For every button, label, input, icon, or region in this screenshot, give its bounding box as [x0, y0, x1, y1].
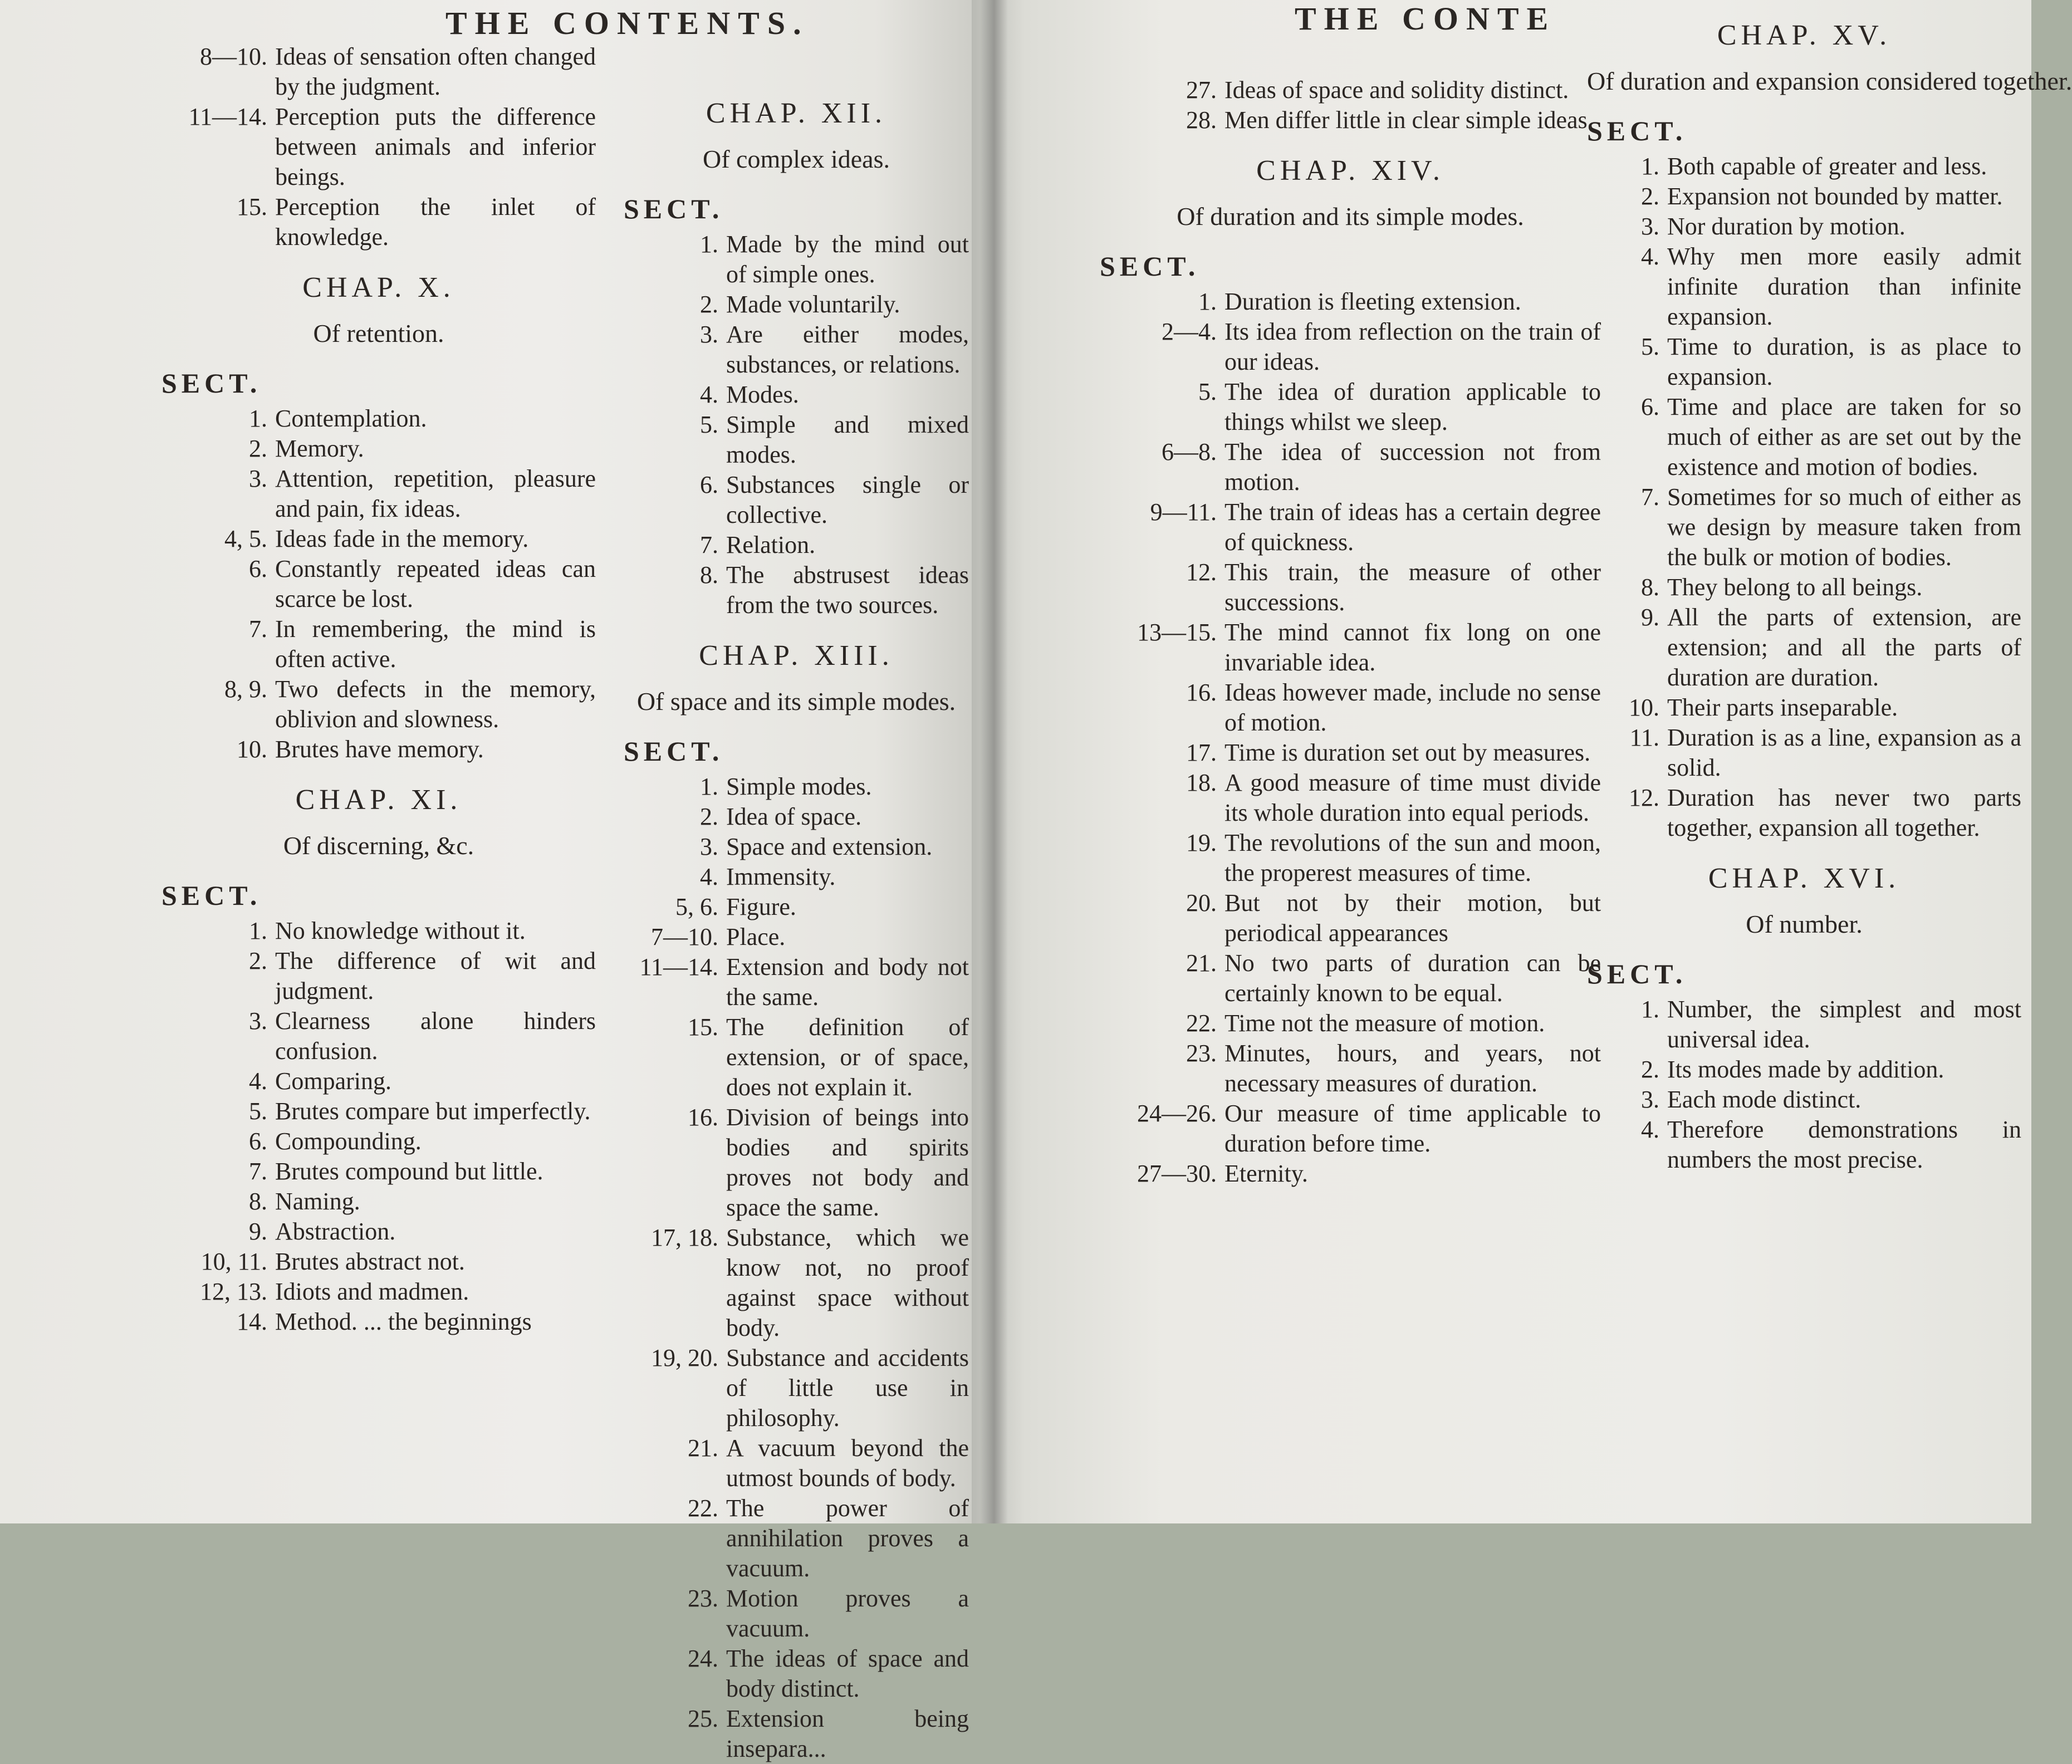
- section-number: 6.: [700, 471, 718, 498]
- contents-entry: [1100, 1099, 1601, 1159]
- contents-entry: [161, 434, 596, 464]
- entry-text: Idiots and madmen.: [275, 1278, 469, 1305]
- contents-entry: [161, 1187, 596, 1217]
- contents-entry: [624, 290, 969, 320]
- section-number: 22.: [1186, 1010, 1217, 1037]
- entry-text: Both capable of greater and less.: [1667, 153, 1987, 180]
- entry-text: Ideas however made, include no sense of motion.: [1224, 679, 1601, 736]
- section-number: 14.: [237, 1308, 267, 1335]
- entry-text: Ideas of space and solidity distinct.: [1224, 76, 1569, 104]
- contents-entry: [1587, 332, 2021, 392]
- left-column-2: [624, 78, 969, 1764]
- section-number: 2.: [700, 803, 718, 830]
- chapter-subtitle: Of complex ideas.: [703, 145, 890, 173]
- section-label: SECT.: [1587, 115, 1687, 146]
- chapter-heading: CHAP. XV.: [1717, 19, 1892, 51]
- entry-text: Duration is fleeting extension.: [1224, 288, 1521, 315]
- section-number: 11.: [1629, 724, 1659, 751]
- section-number: 2.: [700, 291, 718, 318]
- contents-entry: [1100, 828, 1601, 888]
- section-label: SECT.: [1587, 958, 1687, 989]
- contents-entry: [1587, 602, 2021, 693]
- section-number: 12.: [1186, 558, 1217, 586]
- entry-text: Are either modes, substances, or relations.: [726, 321, 969, 378]
- section-number: 25.: [688, 1705, 718, 1732]
- entry-text: Made voluntarily.: [726, 291, 900, 318]
- contents-entry: [1100, 678, 1601, 738]
- section-number: 5.: [700, 411, 718, 438]
- contents-entry: [1100, 618, 1601, 678]
- section-number: 28.: [1186, 106, 1217, 134]
- contents-entry: [1100, 497, 1601, 557]
- contents-entry: [1100, 1008, 1601, 1038]
- contents-entry: [1587, 1085, 2021, 1115]
- left-page: [0, 0, 994, 1762]
- entry-text: In remembering, the mind is often active.: [275, 615, 596, 673]
- contents-entry: [1100, 948, 1601, 1008]
- section-number: 9.: [1641, 604, 1659, 631]
- contents-entry: [161, 734, 596, 765]
- entry-text: Its modes made by addition.: [1667, 1056, 1944, 1083]
- section-number: 20.: [1186, 889, 1217, 917]
- section-number: 8.: [700, 561, 718, 589]
- contents-entry: [624, 470, 969, 530]
- entry-text: Method. ... the beginnings: [275, 1308, 532, 1335]
- section-number: 11—14.: [188, 103, 267, 130]
- section-number: 3.: [700, 833, 718, 860]
- entry-text: Two defects in the memory, oblivion and slowness.: [275, 675, 596, 733]
- contents-entry: [624, 862, 969, 892]
- section-number: 8.: [249, 1188, 267, 1215]
- contents-entry: [1100, 1038, 1601, 1099]
- entry-text: Substances single or collective.: [726, 471, 969, 528]
- section-number: 4.: [1641, 243, 1659, 270]
- section-number: 2.: [1641, 183, 1659, 210]
- entry-text: Time not the measure of motion.: [1224, 1010, 1545, 1037]
- contents-entry: [1100, 768, 1601, 828]
- section-number: 1.: [249, 917, 267, 944]
- entry-text: Duration has never two parts together, expansion all together.: [1667, 784, 2021, 841]
- contents-entry: [161, 102, 596, 192]
- chapter-heading: CHAP. XVI.: [1708, 863, 1900, 894]
- contents-entry: [624, 772, 969, 802]
- entry-text: Clearness alone hinders confusion.: [275, 1007, 596, 1065]
- contents-entry: [161, 1307, 596, 1337]
- section-number: 8—10.: [200, 43, 267, 70]
- entry-text: Brutes compare but imperfectly.: [275, 1097, 591, 1125]
- chapter-subtitle: Of duration and expansion considered together.: [1587, 67, 2072, 95]
- contents-entry: [624, 229, 969, 290]
- section-number: 1.: [1198, 288, 1217, 315]
- chapter-heading: CHAP. XIII.: [699, 640, 894, 672]
- section-number: 1.: [1641, 996, 1659, 1023]
- entry-text: Simple modes.: [726, 773, 872, 800]
- section-number: 5.: [1641, 333, 1659, 360]
- entry-text: The idea of duration applicable to things whilst we sleep.: [1224, 378, 1601, 435]
- section-number: 10, 11.: [200, 1248, 267, 1275]
- running-head-left: THE CONTENTS.: [445, 5, 809, 41]
- contents-entry: [1587, 151, 2021, 182]
- entry-text: Time is duration set out by measures.: [1224, 739, 1591, 766]
- contents-entry: [624, 1493, 969, 1584]
- contents-entry: [1587, 482, 2021, 572]
- contents-entry: [1100, 738, 1601, 768]
- entry-text: Naming.: [275, 1188, 360, 1215]
- section-number: 6.: [249, 555, 267, 582]
- entry-text: Brutes abstract not.: [275, 1248, 465, 1275]
- contents-entry: [1587, 572, 2021, 602]
- section-number: 6.: [249, 1128, 267, 1155]
- entry-text: Sometimes for so much of either as we design by measure taken from the bulk or motion of bodies.: [1667, 483, 2021, 571]
- section-number: 4.: [700, 863, 718, 890]
- section-number: 21.: [688, 1434, 718, 1462]
- section-number: 4.: [700, 381, 718, 408]
- section-number: 7.: [1641, 483, 1659, 511]
- entry-text: Ideas of sensation often changed by the judgment.: [275, 43, 596, 100]
- section-number: 5.: [1198, 378, 1217, 405]
- contents-entry: [624, 952, 969, 1012]
- contents-entry: [1587, 212, 2021, 242]
- entry-text: The mind cannot fix long on one invariable idea.: [1224, 619, 1601, 676]
- entry-text: No two parts of duration can be certainly known to be equal.: [1224, 949, 1601, 1007]
- section-number: 17, 18.: [651, 1224, 718, 1251]
- section-number: 2.: [1641, 1056, 1659, 1083]
- section-number: 12, 13.: [200, 1278, 267, 1305]
- entry-text: Division of beings into bodies and spirits proves not body and space the same.: [726, 1104, 969, 1221]
- section-number: 9.: [249, 1218, 267, 1245]
- contents-entry: [161, 464, 596, 524]
- contents-entry: [624, 1644, 969, 1704]
- contents-entry: [624, 1343, 969, 1433]
- entry-text: Compounding.: [275, 1128, 422, 1155]
- contents-entry: [624, 1012, 969, 1102]
- entry-text: Attention, repetition, pleasure and pain, fix ideas.: [275, 465, 596, 522]
- section-number: 10.: [237, 736, 267, 763]
- entry-text: Simple and mixed modes.: [726, 411, 969, 468]
- section-number: 13—15.: [1137, 619, 1217, 646]
- entry-text: The revolutions of the sun and moon, the properest measures of time.: [1224, 829, 1601, 886]
- entry-text: Place.: [726, 923, 786, 950]
- entry-text: The abstrusest ideas from the two sources.: [726, 561, 969, 619]
- contents-entry: [624, 560, 969, 620]
- contents-entry: [624, 380, 969, 410]
- section-number: 4.: [249, 1067, 267, 1095]
- contents-entry: [624, 1433, 969, 1493]
- contents-entry: [161, 554, 596, 614]
- entry-text: Ideas fade in the memory.: [275, 525, 529, 552]
- contents-entry: [624, 320, 969, 380]
- right-column-1: [1100, 75, 1601, 1189]
- contents-entry: [1100, 377, 1601, 437]
- chapter-subtitle: Of retention.: [313, 319, 444, 347]
- contents-entry: [161, 1096, 596, 1126]
- chapter-subtitle: Of number.: [1746, 910, 1863, 938]
- section-number: 4, 5.: [224, 525, 267, 552]
- contents-entry: [1100, 317, 1601, 377]
- section-number: 22.: [688, 1494, 718, 1522]
- section-number: 24.: [688, 1645, 718, 1672]
- section-number: 1.: [700, 773, 718, 800]
- section-number: 17.: [1186, 739, 1217, 766]
- entry-text: Number, the simplest and most universal idea.: [1667, 996, 2021, 1053]
- contents-entry: [1587, 242, 2021, 332]
- entry-text: The train of ideas has a certain degree of quickness.: [1224, 498, 1601, 556]
- contents-entry: [161, 404, 596, 434]
- section-label: SECT.: [161, 367, 262, 399]
- chapter-heading: CHAP. XII.: [706, 97, 887, 129]
- chapter-subtitle: Of discerning, &c.: [283, 831, 474, 860]
- section-number: 12.: [1629, 784, 1659, 811]
- entry-text: Nor duration by motion.: [1667, 213, 1906, 240]
- contents-entry: [624, 1584, 969, 1644]
- contents-entry: [161, 1217, 596, 1247]
- entry-text: Made by the mind out of simple ones.: [726, 231, 969, 288]
- entry-text: Brutes compound but little.: [275, 1158, 543, 1185]
- entry-text: Substance, which we know not, no proof against space without body.: [726, 1224, 969, 1341]
- entry-text: The power of annihilation proves a vacuum.: [726, 1494, 969, 1582]
- entry-text: Substance and accidents of little use in philosophy.: [726, 1344, 969, 1432]
- section-number: 5, 6.: [675, 893, 718, 920]
- contents-entry: [624, 410, 969, 470]
- contents-entry: [1587, 783, 2021, 843]
- contents-entry: [1587, 1055, 2021, 1085]
- contents-entry: [624, 832, 969, 862]
- section-number: 3.: [700, 321, 718, 348]
- contents-entry: [161, 946, 596, 1006]
- entry-text: Its idea from reflection on the train of our ideas.: [1224, 318, 1601, 375]
- entry-text: Our measure of time applicable to duration before time.: [1224, 1100, 1601, 1157]
- entry-text: Men differ little in clear simple ideas.: [1224, 106, 1594, 134]
- section-number: 4.: [1641, 1116, 1659, 1143]
- section-number: 11—14.: [639, 953, 718, 981]
- contents-entry: [624, 1223, 969, 1343]
- entry-text: This train, the measure of other successions.: [1224, 558, 1601, 616]
- right-page: [972, 0, 2072, 1523]
- section-number: 16.: [1186, 679, 1217, 706]
- entry-text: Eternity.: [1224, 1160, 1308, 1187]
- entry-text: Therefore demonstrations in numbers the most precise.: [1667, 1116, 2021, 1173]
- contents-entry: [161, 674, 596, 734]
- entry-text: Duration is as a line, expansion as a solid.: [1667, 724, 2021, 781]
- entry-text: Extension and body not the same.: [726, 953, 969, 1011]
- section-number: 19.: [1186, 829, 1217, 856]
- entry-text: The ideas of space and body distinct.: [726, 1645, 969, 1702]
- section-number: 1.: [249, 405, 267, 432]
- section-number: 1.: [1641, 153, 1659, 180]
- entry-text: Each mode distinct.: [1667, 1086, 1862, 1113]
- section-number: 2.: [249, 435, 267, 462]
- chapter-heading: CHAP. XIV.: [1256, 155, 1444, 187]
- section-number: 23.: [1186, 1040, 1217, 1067]
- entry-text: Comparing.: [275, 1067, 391, 1095]
- section-number: 23.: [688, 1585, 718, 1612]
- entry-text: But not by their motion, but periodical appearances: [1224, 889, 1601, 947]
- section-number: 3.: [249, 465, 267, 492]
- contents-entry: [1100, 105, 1601, 135]
- section-number: 7.: [249, 1158, 267, 1185]
- entry-text: Figure.: [726, 893, 796, 920]
- entry-text: Immensity.: [726, 863, 836, 890]
- entry-text: They belong to all beings.: [1667, 574, 1923, 601]
- contents-entry: [1587, 693, 2021, 723]
- chapter-subtitle: Of duration and its simple modes.: [1177, 202, 1524, 231]
- entry-text: Brutes have memory.: [275, 736, 484, 763]
- entry-text: Why men more easily admit infinite duration than infinite expansion.: [1667, 243, 2021, 330]
- contents-entry: [1587, 723, 2021, 783]
- contents-entry: [1587, 1115, 2021, 1175]
- section-number: 7.: [249, 615, 267, 643]
- entry-text: A good measure of time must divide its whole duration into equal periods.: [1224, 769, 1601, 826]
- entry-text: Their parts inseparable.: [1667, 694, 1898, 721]
- section-number: 9—11.: [1150, 498, 1217, 526]
- entry-text: Perception puts the difference between animals and inferior beings.: [275, 103, 596, 190]
- section-number: 3.: [1641, 1086, 1659, 1113]
- entry-text: Modes.: [726, 381, 799, 408]
- contents-entry: [161, 524, 596, 554]
- contents-entry: [1587, 182, 2021, 212]
- entry-text: Minutes, hours, and years, not necessary measures of duration.: [1224, 1040, 1601, 1097]
- contents-entry: [624, 892, 969, 922]
- entry-text: Constantly repeated ideas can scarce be lost.: [275, 555, 596, 612]
- contents-entry: [1100, 888, 1601, 948]
- section-number: 6.: [1641, 393, 1659, 420]
- contents-entry: [1100, 1159, 1601, 1189]
- contents-entry: [161, 614, 596, 674]
- section-number: 8, 9.: [224, 675, 267, 703]
- entry-text: Perception the inlet of knowledge.: [275, 193, 596, 251]
- section-number: 15.: [237, 193, 267, 220]
- entry-text: Memory.: [275, 435, 364, 462]
- section-number: 24—26.: [1137, 1100, 1217, 1127]
- entry-text: Time to duration, is as place to expansion.: [1667, 333, 2021, 390]
- contents-entry: [624, 1704, 969, 1764]
- section-number: 3.: [249, 1007, 267, 1035]
- contents-entry: [161, 1066, 596, 1096]
- contents-entry: [1100, 437, 1601, 497]
- entry-text: Expansion not bounded by matter.: [1667, 183, 2003, 210]
- section-number: 5.: [249, 1097, 267, 1125]
- contents-entry: [161, 1277, 596, 1307]
- contents-entry: [1100, 75, 1601, 105]
- contents-entry: [161, 1006, 596, 1066]
- section-number: 7.: [700, 531, 718, 558]
- section-number: 15.: [688, 1013, 718, 1041]
- section-number: 3.: [1641, 213, 1659, 240]
- chapter-heading: CHAP. XI.: [295, 784, 462, 816]
- entry-text: Contemplation.: [275, 405, 427, 432]
- section-number: 6—8.: [1162, 438, 1217, 465]
- entry-text: The definition of extension, or of space, does not explain it.: [726, 1013, 969, 1101]
- section-label: SECT.: [161, 880, 262, 911]
- book-gutter: [980, 0, 1008, 1523]
- entry-text: Relation.: [726, 531, 816, 558]
- section-number: 27—30.: [1137, 1160, 1217, 1187]
- chapter-subtitle: Of space and its simple modes.: [636, 687, 956, 716]
- section-label: SECT.: [1100, 251, 1200, 282]
- contents-entry: [1587, 392, 2021, 482]
- contents-entry: [1100, 287, 1601, 317]
- contents-entry: [624, 802, 969, 832]
- entry-text: The idea of succession not from motion.: [1224, 438, 1601, 496]
- contents-entry: [624, 1102, 969, 1223]
- chapter-heading: CHAP. X.: [302, 272, 455, 303]
- contents-entry: [161, 1157, 596, 1187]
- entry-text: All the parts of extension, are extension; and all the parts of duration are duration.: [1667, 604, 2021, 691]
- section-number: 2—4.: [1162, 318, 1217, 345]
- left-column-1: [161, 42, 596, 1337]
- entry-text: Idea of space.: [726, 803, 862, 830]
- entry-text: A vacuum beyond the utmost bounds of body.: [726, 1434, 969, 1492]
- contents-entry: [1587, 994, 2021, 1055]
- entry-text: Motion proves a vacuum.: [726, 1585, 969, 1642]
- section-number: 18.: [1186, 769, 1217, 796]
- section-number: 21.: [1186, 949, 1217, 977]
- contents-entry: [624, 530, 969, 560]
- contents-entry: [161, 192, 596, 252]
- section-number: 1.: [700, 231, 718, 258]
- contents-entry: [161, 1247, 596, 1277]
- entry-text: Abstraction.: [275, 1218, 396, 1245]
- contents-entry: [161, 1126, 596, 1157]
- contents-entry: [161, 916, 596, 946]
- section-number: 19, 20.: [651, 1344, 718, 1371]
- contents-entry: [161, 42, 596, 102]
- contents-entry: [1100, 557, 1601, 618]
- section-number: 16.: [688, 1104, 718, 1131]
- entry-text: The difference of wit and judgment.: [275, 947, 596, 1004]
- running-head-right: THE CONTE: [1295, 1, 1556, 37]
- section-label: SECT.: [624, 193, 724, 224]
- section-number: 7—10.: [651, 923, 718, 950]
- entry-text: Space and extension.: [726, 833, 933, 860]
- section-number: 2.: [249, 947, 267, 974]
- contents-entry: [624, 922, 969, 952]
- right-column-2: [1587, 0, 2072, 1175]
- entry-text: Time and place are taken for so much of either as are set out by the existence and motion of bodies.: [1667, 393, 2021, 481]
- entry-text: No knowledge without it.: [275, 917, 526, 944]
- section-number: 27.: [1186, 76, 1217, 104]
- entry-text: Extension being insepara...: [726, 1705, 969, 1762]
- section-number: 8.: [1641, 574, 1659, 601]
- section-label: SECT.: [624, 736, 724, 767]
- section-number: 10.: [1629, 694, 1659, 721]
